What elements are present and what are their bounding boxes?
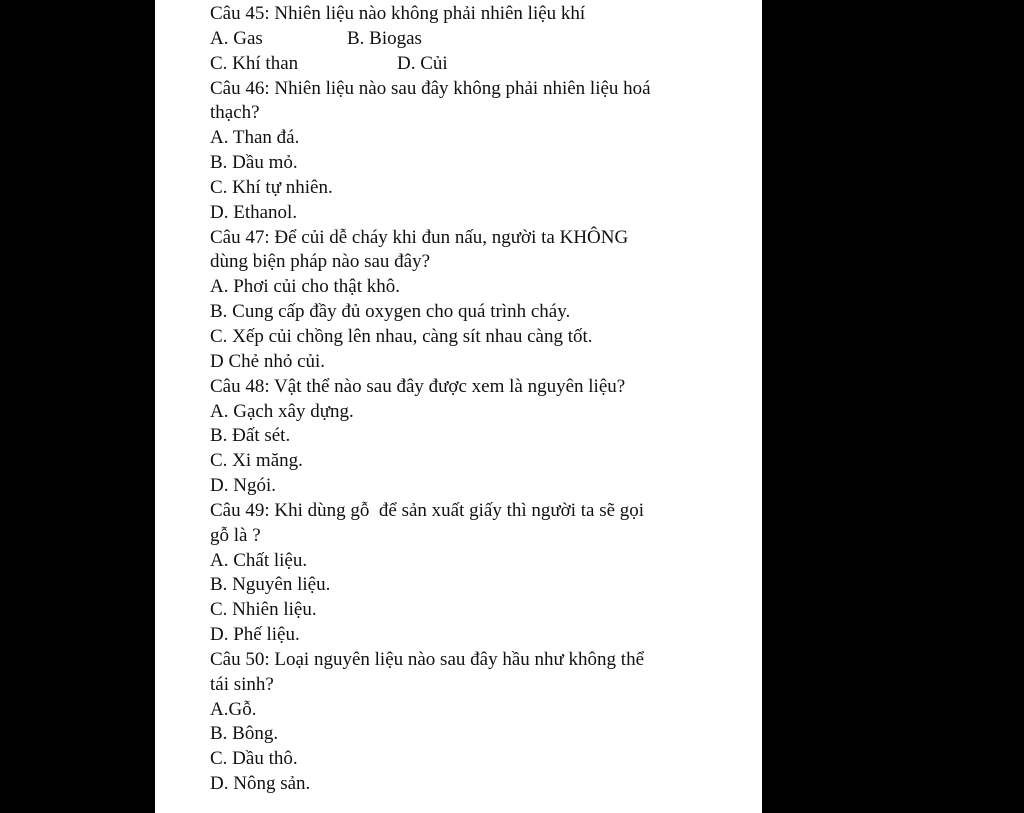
question-48-option-a: A. Gạch xây dựng.	[210, 400, 354, 422]
question-46-option-b: B. Dầu mỏ.	[210, 152, 298, 174]
document-page	[155, 0, 762, 813]
question-49-option-d: D. Phế liệu.	[210, 624, 300, 646]
question-50-option-b: B. Bông.	[210, 723, 279, 745]
question-46-option-a: A. Than đá.	[210, 127, 300, 149]
question-47-option-b: B. Cung cấp đầy đủ oxygen cho quá trình cháy.	[210, 301, 571, 323]
question-50-text-line-2: tái sinh?	[210, 673, 274, 695]
question-45-text: Câu 45: Nhiên liệu nào không phải nhiên liệu khí	[210, 3, 586, 24]
question-48-option-d: D. Ngói.	[210, 475, 276, 497]
question-45-option-a: A. Gas	[210, 27, 263, 49]
question-46-text-line-2: thạch?	[210, 102, 260, 124]
question-50-text-line-1: Câu 50: Loại nguyên liệu nào sau đây hầu như không thể	[210, 648, 645, 670]
question-49-text-line-2: gỗ là ?	[210, 524, 261, 546]
question-47-option-a: A. Phơi củi cho thật khô.	[210, 276, 400, 298]
question-46-option-c: C. Khí tự nhiên.	[210, 176, 333, 198]
question-49-text-line-1: Câu 49: Khi dùng gỗ để sản xuất giấy thì người ta sẽ gọi	[210, 499, 645, 521]
question-47-text-line-2: dùng biện pháp nào sau đây?	[210, 251, 431, 273]
question-48-option-c: C. Xi măng.	[210, 450, 303, 472]
question-list	[210, 2, 755, 797]
question-50-option-c: C. Dầu thô.	[210, 748, 298, 770]
question-47-text-line-1: Câu 47: Để củi dễ cháy khi đun nấu, người ta KHÔNG	[210, 226, 629, 248]
question-50-option-d: D. Nông sản.	[210, 773, 311, 795]
question-49-option-b: B. Nguyên liệu.	[210, 574, 331, 596]
question-48-text: Câu 48: Vật thể nào sau đây được xem là nguyên liệu?	[210, 375, 626, 397]
question-50-option-a: A.Gỗ.	[210, 698, 257, 720]
question-49-option-c: C. Nhiên liệu.	[210, 599, 317, 621]
question-45-options-row-1	[210, 27, 755, 52]
question-47-option-c: C. Xếp củi chồng lên nhau, càng sít nhau càng tốt.	[210, 325, 593, 347]
question-45-option-c: C. Khí than	[210, 52, 299, 74]
question-46-option-d: D. Ethanol.	[210, 201, 298, 223]
question-47-option-d: D Chẻ nhỏ củi.	[210, 350, 326, 372]
question-45-options-row-2	[210, 52, 755, 77]
question-45-option-d: D. Củi	[397, 52, 448, 74]
question-49-option-a: A. Chất liệu.	[210, 549, 308, 571]
question-48-option-b: B. Đất sét.	[210, 425, 291, 447]
question-45-option-b: B. Biogas	[347, 27, 422, 49]
question-46-text-line-1: Câu 46: Nhiên liệu nào sau đây không phải nhiên liệu hoá	[210, 77, 651, 99]
